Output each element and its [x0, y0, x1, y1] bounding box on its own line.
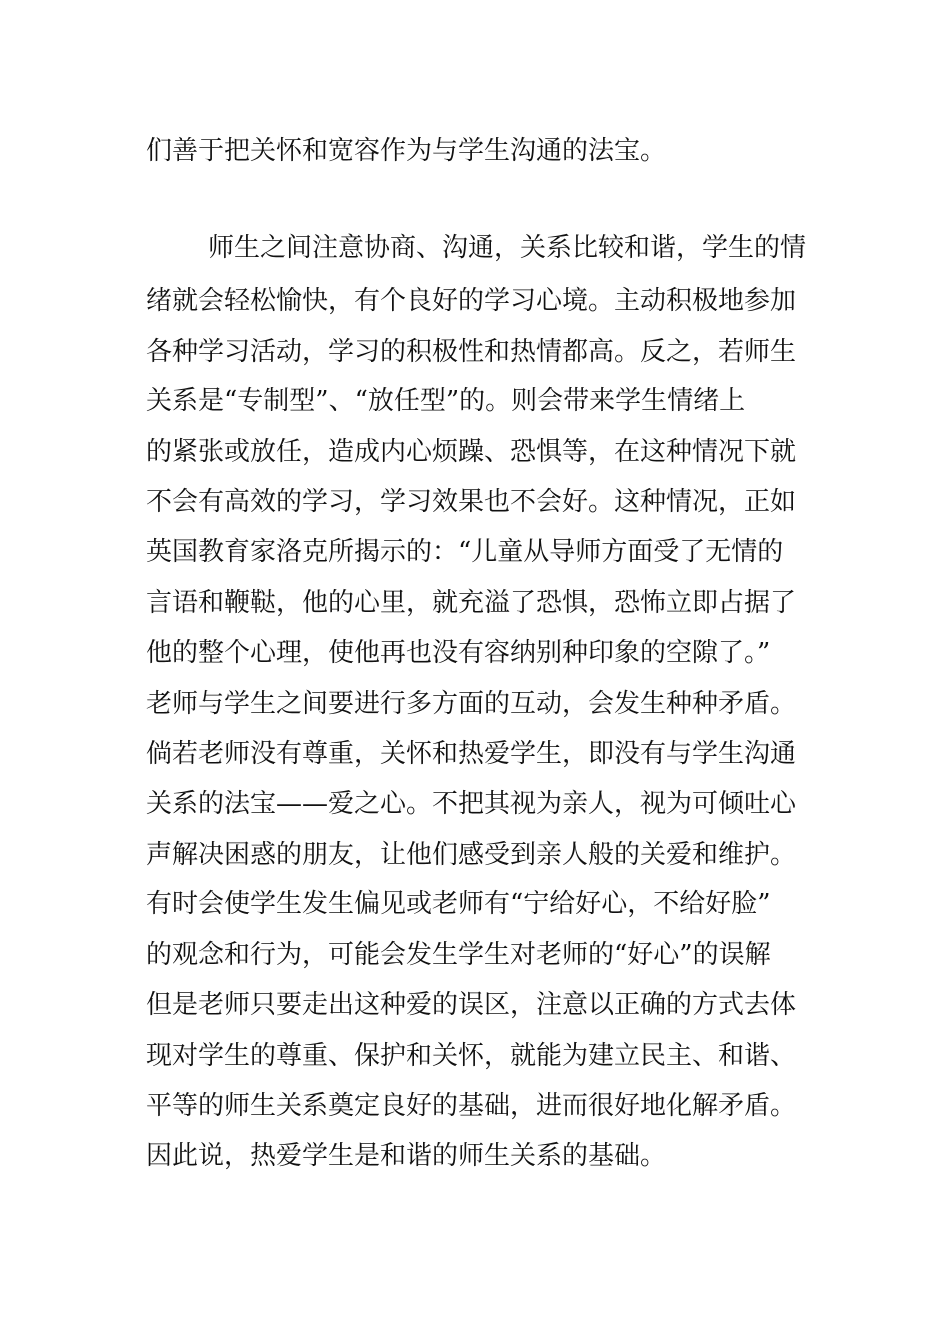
paragraph-1-line-1: 们善于把关怀和宽容作为与学生沟通的法宝。	[146, 136, 667, 166]
paragraph-2-line-6: 不会有高效的学习，学习效果也不会好。这种情况，正如	[146, 487, 797, 517]
paragraph-2-line-11: 倘若老师没有尊重，关怀和热爱学生，即没有与学生沟通	[146, 739, 797, 769]
paragraph-2-line-5: 的紧张或放任，造成内心烦躁、恐惧等，在这种情况下就	[146, 437, 797, 467]
paragraph-2-line-15: 的观念和行为，可能会发生学生对老师的“好心”的误解	[146, 940, 771, 970]
paragraph-2-line-1: 师生之间注意协商、沟通，关系比较和谐，学生的情	[208, 233, 807, 263]
paragraph-2-line-18: 平等的师生关系奠定良好的基础，进而很好地化解矛盾。	[146, 1091, 797, 1121]
paragraph-2-line-3: 各种学习活动，学习的积极性和热情都高。反之，若师生	[146, 337, 797, 367]
paragraph-2-line-12: 关系的法宝——爱之心。不把其视为亲人，视为可倾吐心	[146, 789, 797, 819]
paragraph-2-line-7: 英国教育家洛克所揭示的：“儿童从导师方面受了无情的	[146, 537, 784, 567]
paragraph-2-line-19: 因此说，热爱学生是和谐的师生关系的基础。	[146, 1141, 667, 1171]
paragraph-2-line-17: 现对学生的尊重、保护和关怀，就能为建立民主、和谐、	[146, 1041, 797, 1071]
paragraph-2-line-13: 声解决困惑的朋友，让他们感受到亲人般的关爱和维护。	[146, 840, 797, 870]
paragraph-2-line-9: 他的整个心理，使他再也没有容纳别种印象的空隙了。”	[146, 638, 771, 668]
paragraph-2-line-4: 关系是“专制型”、“放任型”的。则会带来学生情绪上	[146, 386, 746, 416]
paragraph-2-line-2: 绪就会轻松愉快，有个良好的学习心境。主动积极地参加	[146, 286, 797, 316]
paragraph-2-line-16: 但是老师只要走出这种爱的误区，注意以正确的方式去体	[146, 990, 797, 1020]
paragraph-2-line-14: 有时会使学生发生偏见或老师有“宁给好心，不给好脸”	[146, 889, 771, 919]
paragraph-2-line-8: 言语和鞭鞑，他的心里，就充溢了恐惧，恐怖立即占据了	[146, 588, 797, 618]
paragraph-2-line-10: 老师与学生之间要进行多方面的互动，会发生种种矛盾。	[146, 689, 797, 719]
